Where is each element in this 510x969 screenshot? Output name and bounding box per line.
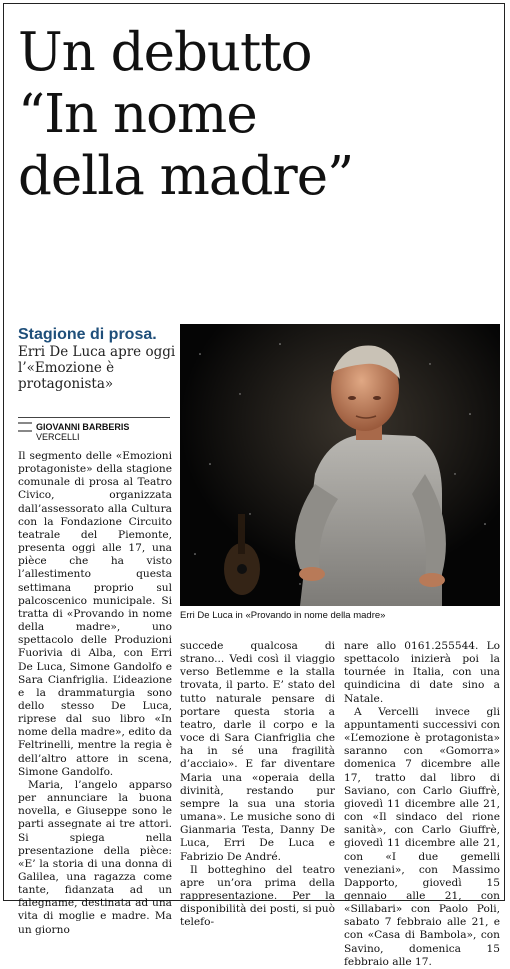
paragraph: Il botteghino del teatro apre un’ora prima della rappresentazione. Per la disponibilità dei posti, si può telefo- <box>180 863 335 929</box>
section-kicker: Stagione di prosa. <box>18 326 157 343</box>
subheading <box>18 326 178 392</box>
headline-line-3: della madre” <box>18 146 354 207</box>
deck-text: Erri De Luca apre oggi l’«Emozione è protagonista» <box>18 344 176 392</box>
paragraph: A Vercelli invece gli appuntamenti successivi con «L’emozione è protagonista» saranno con «Gomorra» domenica 7 dicembre alle 17, tratto dal libro di Saviano, con Carlo Giuffrè, giovedì 11 dicembre alle 21, con «Il sindaco del rione sanità», con Carlo Giuffrè, giovedì 11 dicembre alle 21, con «I due gemelli veneziani», con Massimo Dapporto, giovedì 15 gennaio alle 21, con «Sillabari» con Paolo Poli, sabato 7 febbraio alle 21, e con «Casa di Bambola», con Savino, domenica 15 febbraio alle 17. <box>344 705 500 968</box>
headline-line-1: Un debutto <box>18 22 312 83</box>
headline <box>18 22 498 208</box>
paragraph: Maria, l’angelo apparso per annunciare la buona novella, e Giuseppe sono le parti assegnate ai tre attori. Si spiega nella presentazione della pièce: «E’ la storia di una donna di Galilea, una ragazza come tante, fidanzata ad un falegname, destinata ad una vita di moglie e madre. Ma un giorno <box>18 778 172 936</box>
paragraph: Il segmento delle «Emozioni protagoniste» della stagione comunale di prosa al Teatro Civico, organizzata dall’assessorato alla Cultura con la Fondazione Circuito teatrale del Piemonte, presenta oggi alle 17, una pièce che ha visto l’allestimento questa settimana proprio sul palcoscenico municipale. Si tratta di «Provando in nome della madre», uno spettacolo delle Produzioni Fuorivia di Alba, con Erri De Luca, Simone Gandolfo e Sara Cianfriglia. L’ideazione e la drammaturgia sono dello stesso De Luca, riprese dal suo libro «In nome della madre», edito da Feltrinelli, mentre la regia è dell’altro attore in scena, Simone Gandolfo. <box>18 450 172 778</box>
paragraph: nare allo 0161.255544. Lo spettacolo inizierà poi la tournée in Italia, con una quindicina di date sino a Natale. <box>344 640 500 705</box>
paragraph: succede qualcosa di strano... Vedi così il viaggio verso Betlemme e la stalla trovata, il parto. E’ stato del tutto naturale pensare di portare questa storia a teatro, darle il corpo e la voce di Sara Cianfriglia che ha in sé una fragilità d’acciaio». E far diventare Maria una «operaia della divinità, restando pur sempre la sua una storia umana». Le musiche sono di Gianmaria Testa, Danny De Luca, Erri De Luca e Fabrizio De André. <box>180 640 335 863</box>
byline-mark-icon <box>18 422 32 432</box>
headline-line-2: “In nome <box>18 84 257 145</box>
author-name: GIOVANNI BARBERIS <box>36 422 130 432</box>
article-column-3 <box>344 640 500 969</box>
byline-divider <box>18 417 170 418</box>
dateline-city: VERCELLI <box>36 432 80 442</box>
article-column-2 <box>180 640 335 929</box>
photo-caption: Erri De Luca in «Provando in nome della madre» <box>180 610 386 621</box>
newspaper-clipping <box>3 3 505 968</box>
byline <box>18 422 170 442</box>
article-column-1 <box>18 450 172 937</box>
stage-photo <box>180 324 500 606</box>
actor-photo-illustration <box>180 324 500 606</box>
